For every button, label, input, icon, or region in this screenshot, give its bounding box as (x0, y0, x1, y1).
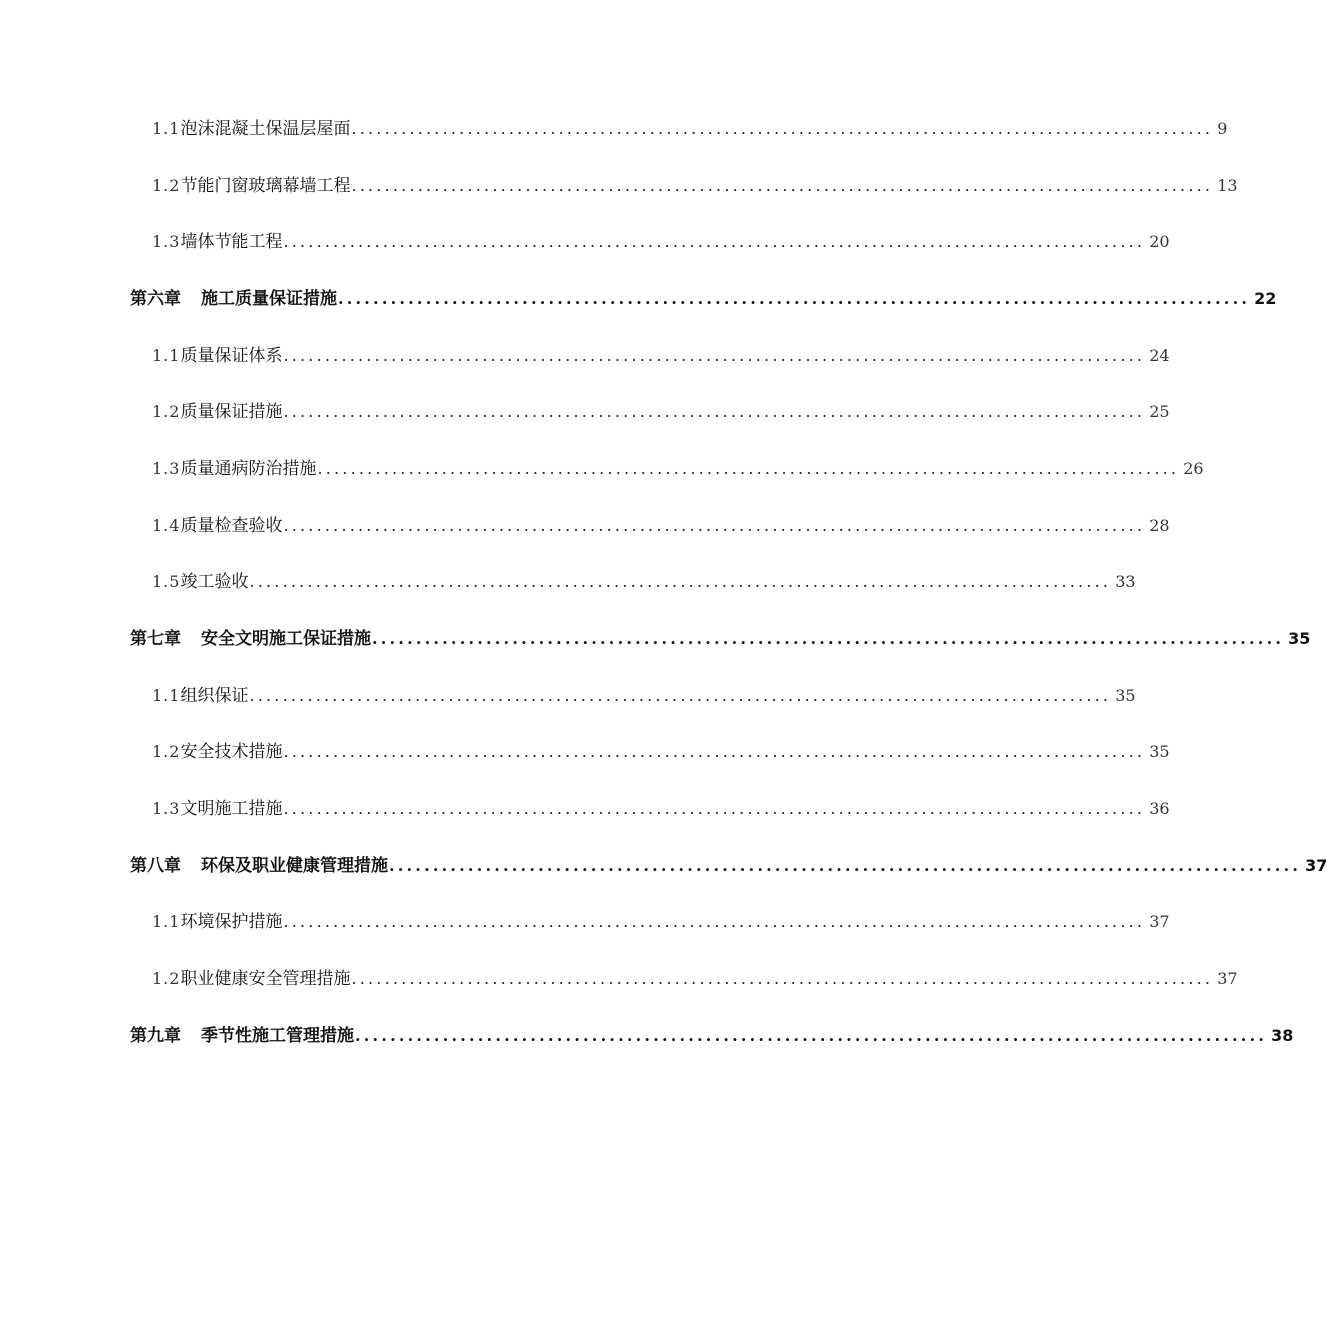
toc-entry-page: 22 (1254, 288, 1277, 308)
toc-entry-number: 1.1 (152, 345, 181, 365)
toc-chapter-title: 安全文明施工保证措施 (201, 629, 371, 650)
dot-leader: ........................................................................................................ (283, 742, 1146, 762)
toc-entry-page: 35 (1149, 742, 1170, 762)
toc-entry-number: 1.3 (152, 232, 181, 252)
toc-entry-page: 35 (1115, 685, 1136, 705)
toc-entry-number: 1.3 (152, 458, 181, 478)
toc-entry[interactable] (0, 948, 1238, 1005)
toc-entry-title: 节能门窗玻璃幕墙工程 (180, 175, 351, 196)
toc-entry-number: 1.2 (152, 175, 181, 195)
toc-entry-number: 1.1 (152, 118, 181, 138)
toc-entry[interactable] (0, 665, 1136, 722)
toc-entry-title: 墙体节能工程 (180, 232, 283, 253)
toc-chapter-title: 施工质量保证措施 (201, 288, 337, 309)
toc-entry-number: 1.2 (152, 742, 181, 762)
toc-entry-page: 9 (1217, 118, 1228, 138)
toc-entry[interactable] (0, 892, 1170, 949)
dot-leader: ........................................................................................................ (389, 855, 1302, 875)
dot-leader: ........................................................................................................ (283, 912, 1146, 932)
toc-chapter-entry[interactable] (0, 608, 1311, 665)
toc-entry[interactable] (0, 155, 1238, 212)
toc-entry-number: 1.5 (152, 572, 181, 592)
toc-entry-page: 25 (1149, 402, 1170, 422)
toc-chapter-number: 第七章 (130, 629, 181, 650)
toc-entry[interactable] (0, 98, 1228, 155)
toc-chapter-title: 季节性施工管理措施 (201, 1025, 354, 1046)
toc-entry-page: 38 (1271, 1025, 1294, 1045)
toc-entry-number: 1.1 (152, 912, 181, 932)
table-of-contents (0, 98, 1327, 1062)
dot-leader: ........................................................................................................ (372, 629, 1285, 649)
dot-leader: ........................................................................................................ (283, 232, 1146, 252)
toc-entry-title: 组织保证 (180, 685, 249, 706)
toc-entry-page: 33 (1115, 572, 1136, 592)
toc-entry-number: 1.2 (152, 402, 181, 422)
toc-entry-page: 26 (1183, 458, 1204, 478)
toc-chapter-number: 第九章 (130, 1025, 181, 1046)
toc-entry[interactable] (0, 552, 1136, 609)
toc-entry-page: 28 (1149, 515, 1170, 535)
toc-entry-number: 1.4 (152, 515, 181, 535)
toc-entry-number: 1.2 (152, 969, 181, 989)
toc-entry-page: 20 (1149, 232, 1170, 252)
dot-leader: ........................................................................................................ (283, 515, 1146, 535)
toc-entry-title: 环境保护措施 (180, 912, 283, 933)
toc-entry-title: 质量通病防治措施 (180, 458, 317, 479)
toc-entry[interactable] (0, 211, 1170, 268)
dot-leader: ........................................................................................................ (351, 969, 1214, 989)
dot-leader: ........................................................................................................ (338, 288, 1251, 308)
toc-entry-title: 职业健康安全管理措施 (180, 969, 351, 990)
toc-chapter-number: 第八章 (130, 855, 181, 876)
dot-leader: ........................................................................................................ (317, 458, 1180, 478)
toc-entry-page: 37 (1305, 855, 1327, 875)
toc-entry[interactable] (0, 722, 1170, 779)
dot-leader: ........................................................................................................ (283, 402, 1146, 422)
toc-entry[interactable] (0, 778, 1170, 835)
toc-entry-title: 质量检查验收 (180, 515, 283, 536)
toc-entry-title: 安全技术措施 (180, 742, 283, 763)
toc-entry-title: 质量保证措施 (180, 402, 283, 423)
dot-leader: ........................................................................................................ (351, 118, 1214, 138)
toc-entry-number: 1.1 (152, 685, 181, 705)
toc-entry-title: 竣工验收 (180, 572, 249, 593)
toc-entry-number: 1.3 (152, 799, 181, 819)
toc-entry-title: 文明施工措施 (180, 799, 283, 820)
toc-entry-title: 泡沫混凝土保温层屋面 (180, 118, 351, 139)
toc-entry[interactable] (0, 325, 1170, 382)
toc-entry-page: 13 (1217, 175, 1238, 195)
toc-chapter-number: 第六章 (130, 288, 181, 309)
toc-entry-page: 24 (1149, 345, 1170, 365)
toc-chapter-entry[interactable] (0, 1005, 1294, 1062)
toc-entry-page: 37 (1217, 969, 1238, 989)
dot-leader: ........................................................................................................ (355, 1025, 1268, 1045)
toc-entry-page: 36 (1149, 799, 1170, 819)
toc-entry-page: 37 (1149, 912, 1170, 932)
toc-chapter-title: 环保及职业健康管理措施 (201, 855, 388, 876)
toc-entry[interactable] (0, 438, 1204, 495)
dot-leader: ........................................................................................................ (283, 345, 1146, 365)
toc-entry[interactable] (0, 381, 1170, 438)
dot-leader: ........................................................................................................ (351, 175, 1214, 195)
dot-leader: ........................................................................................................ (249, 685, 1112, 705)
toc-chapter-entry[interactable] (0, 268, 1277, 325)
toc-chapter-entry[interactable] (0, 835, 1327, 892)
toc-entry-page: 35 (1288, 629, 1311, 649)
toc-entry-title: 质量保证体系 (180, 345, 283, 366)
toc-entry[interactable] (0, 495, 1170, 552)
dot-leader: ........................................................................................................ (249, 572, 1112, 592)
dot-leader: ........................................................................................................ (283, 799, 1146, 819)
